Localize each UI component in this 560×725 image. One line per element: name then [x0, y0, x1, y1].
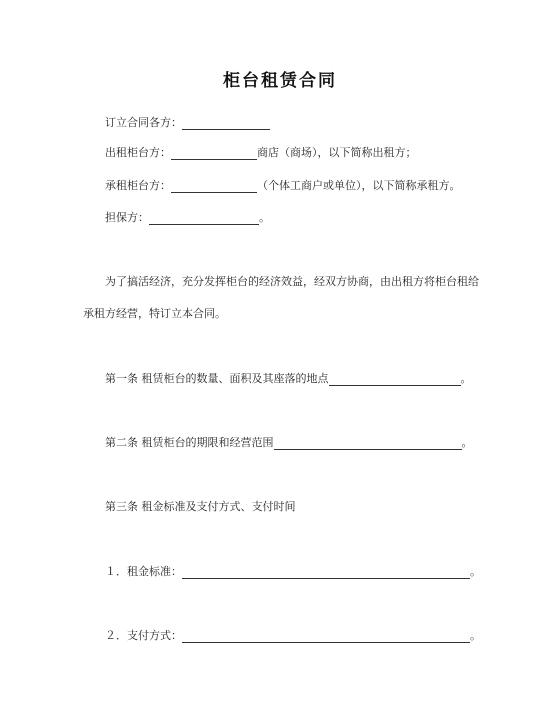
- item-1-blank: [182, 566, 470, 579]
- lessee-label: 承租柜台方：: [105, 179, 171, 192]
- article-3-text: 第三条 租金标准及支付方式、支付时间: [105, 500, 296, 513]
- article-2-text: 第二条 租赁柜台的期限和经营范围: [105, 436, 274, 449]
- lessor-label: 出租柜台方：: [105, 146, 171, 159]
- guarantor-blank: [149, 212, 259, 225]
- article-1: [105, 372, 472, 386]
- guarantor-line: [105, 211, 270, 225]
- item-2-suffix: 。: [470, 629, 481, 642]
- lessor-suffix: 商店（商场），以下简称出租方；: [257, 146, 417, 159]
- guarantor-suffix: 。: [259, 211, 270, 224]
- article-2: [105, 436, 473, 450]
- item-1: [105, 565, 481, 579]
- item-2-blank: [182, 630, 470, 643]
- preamble-paragraph: [83, 275, 483, 321]
- lessor-line: [105, 146, 417, 160]
- article-3: [105, 500, 296, 514]
- parties-blank: [182, 117, 270, 130]
- lessee-suffix: （个体工商户或单位），以下简称承租方。: [257, 179, 461, 192]
- article-2-blank: [274, 437, 462, 450]
- page-title: 柜台租赁合同: [223, 71, 337, 91]
- item-1-suffix: 。: [470, 565, 481, 578]
- preamble-line-2: 承租方经营，特订立本合同。: [83, 307, 226, 320]
- preamble-line-1: 为了搞活经济，充分发挥柜台的经济效益，经双方协商，由出租方将柜台租给: [105, 275, 479, 288]
- lessee-line: [105, 179, 461, 193]
- article-1-blank: [329, 373, 461, 386]
- guarantor-label: 担保方：: [105, 211, 149, 224]
- parties-line: [105, 116, 270, 130]
- item-2-label: ２．支付方式：: [105, 629, 182, 642]
- article-1-suffix: 。: [460, 372, 472, 385]
- article-2-suffix: 。: [461, 436, 473, 449]
- parties-label: 订立合同各方：: [105, 116, 182, 129]
- article-1-text: 第一条 租赁柜台的数量、面积及其座落的地点: [105, 372, 329, 385]
- lessor-blank: [171, 147, 257, 160]
- lessee-blank: [171, 180, 257, 193]
- item-2: [105, 629, 481, 643]
- item-1-label: １．租金标准：: [105, 565, 182, 578]
